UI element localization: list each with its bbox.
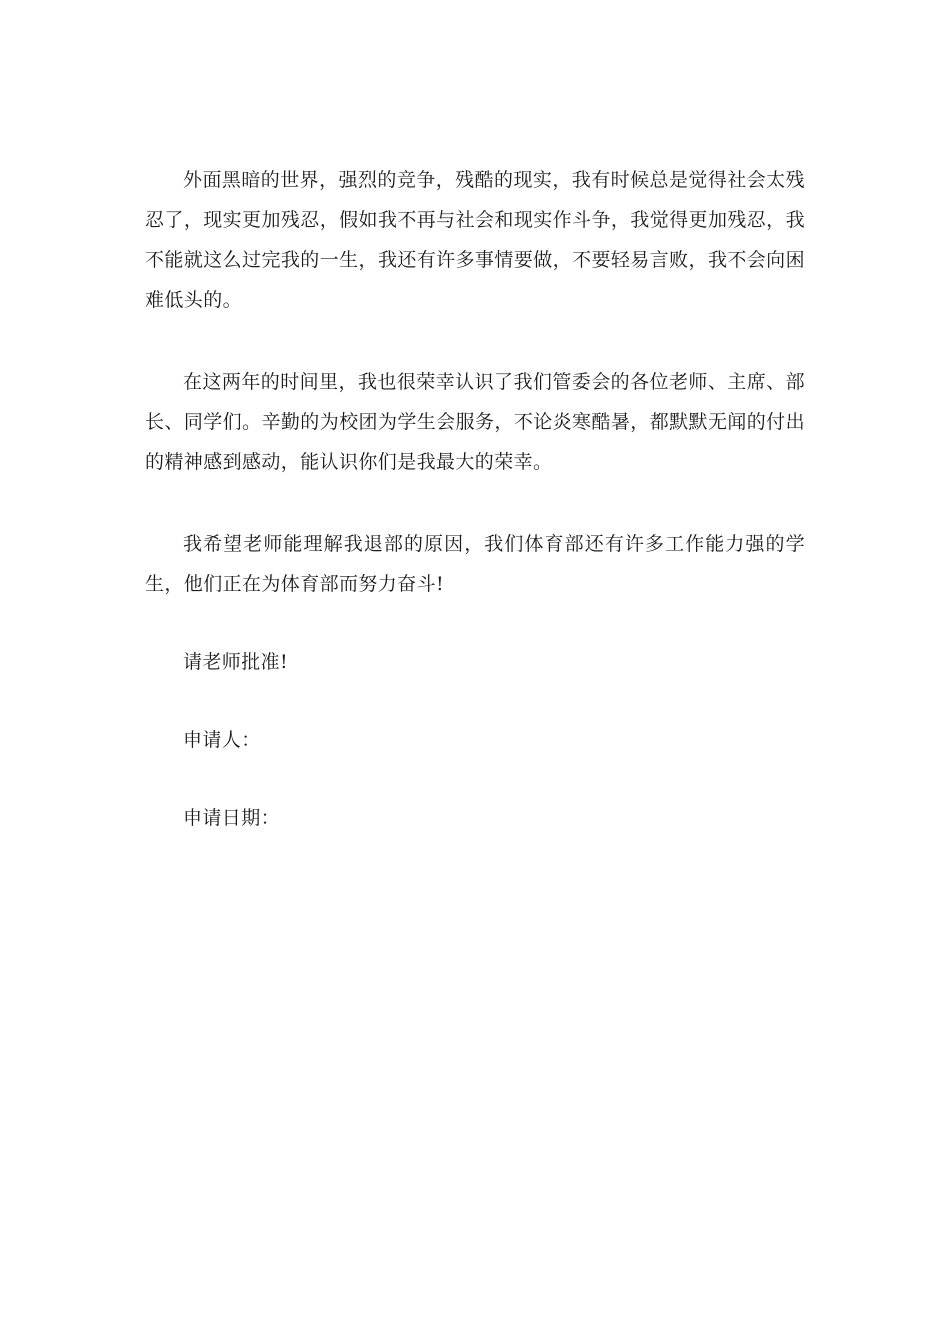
paragraph-reality: 外面黑暗的世界，强烈的竞争，残酷的现实，我有时候总是觉得社会太残忍了，现实更加残忍，假如我不再与社会和现实作斗争，我觉得更加残忍，我不能就这么过完我的一生，我还有许多事情要做，不要轻易言败，我不会向困难低头的。	[145, 169, 805, 311]
date-label: 申请日期：	[183, 807, 281, 829]
document-page	[145, 160, 805, 838]
paragraph-reason: 我希望老师能理解我退部的原因，我们体育部还有许多工作能力强的学生，他们正在为体育部而努力奋斗!	[145, 533, 805, 595]
paragraph-gratitude: 在这两年的时间里，我也很荣幸认识了我们管委会的各位老师、主席、部长、同学们。辛勤的为校团为学生会服务，不论炎寒酷暑，都默默无闻的付出的精神感到感动，能认识你们是我最大的荣幸。	[145, 371, 805, 473]
applicant-label: 申请人：	[183, 729, 261, 751]
closing-request: 请老师批准!	[183, 651, 289, 673]
